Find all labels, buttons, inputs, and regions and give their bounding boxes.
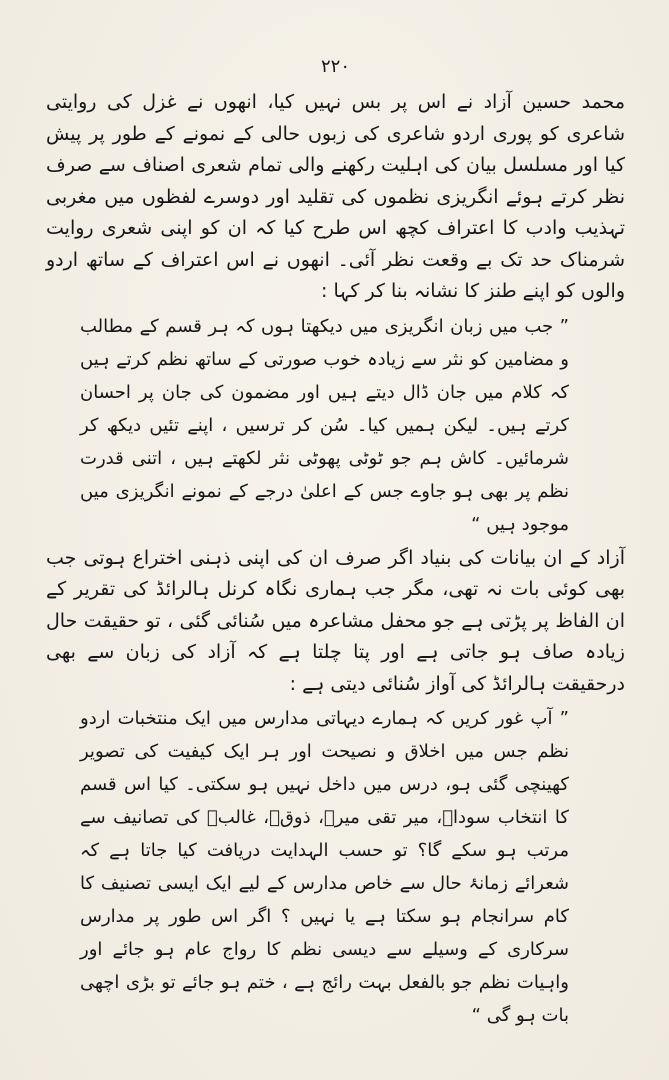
quote-azad: ” جب میں زبان انگریزی میں دیکھتا ہوں کہ ہر قسم کے مطالب و مضامین کو نثر سے زیادہ خوب صورتی کے ساتھ نظم کرتے ہیں کہ کلام میں جان ڈال دیتے ہیں اور مضمون کی جان پر احسان کرتے ہیں۔ لیکن ہمیں کیا۔ سُن کر ترسیں ، اپنے تئیں دیکھ کر شرمائیں۔ کاش ہم جو ٹوٹی پھوٹی نثر لکھتے ہیں ، اتنی قدرت نظم پر بھی ہو جاوے جس کے اعلیٰ درجے کے نمونے انگریزی میں موجود ہیں “ (80, 315, 569, 535)
paragraph-azad-criticism: محمد حسین آزاد نے اس پر بس نہیں کیا، انھوں نے غزل کی روایتی شاعری کو پوری اردو شاعری کی زبوں حالی کے نمونے کے طور پر پیش کیا اور مسلسل بیان کی اہلیت رکھنے والی تمام شعری اصناف سے صرف نظر کرتے ہوئے انگریزی نظموں کی تقلید اور دوسرے لفظوں میں مغربی تہذیب وادب کا اعتراف کچھ اس طرح کیا کہ ان کو اپنی شعری روایت شرمناک حد تک بے وقعت نظر آئی۔ انھوں نے اس اعتراف کے ساتھ اردو والوں کو اپنے طنز کا نشانہ بنا کر کہا : (46, 91, 625, 302)
paragraph-holroyd-speech: آزاد کے ان بیانات کی بنیاد اگر صرف ان کی اپنی ذہنی اختراع ہوتی جب بھی کوئی بات نہ تھی، مگر جب ہماری نگاہ کرنل ہالرائڈ کی تقریر کے ان الفاظ پر پڑتی ہے جو محفل مشاعرہ میں سُنائی گئی ، تو حقیقت حال زیادہ صاف ہو جاتی ہے اور پتا چلتا ہے کہ آزاد کی زبان سے بھی درحقیقت ہالرائڈ کی آواز سُنائی دیتی ہے : (46, 546, 625, 695)
page-number: ۲۲۰ (320, 56, 350, 77)
quote-holroyd: ” آپ غور کریں کہ ہمارے دیہاتی مدارس میں ایک منتخبات اردو نظم جس میں اخلاق و نصیحت اور ہر ایک کیفیت کی تصویر کھینچی گئی ہو، درس میں داخل نہیں ہو سکتی۔ کیا اس قسم کا انتخاب سوداؔ، میر تقی میرؔ، ذوقؔ، غالبؔ کی تصانیف سے مرتب ہو سکے گا؟ تو حسب الہدایت دریافت کیا جاتا ہے کہ شعرائے زمانۂ حال سے خاص مدارس کے لیے ایک ایسی تصنیف کا کام سرانجام ہو سکتا ہے یا نہیں ؟ اگر اس طور پر مدارس سرکاری کے وسیلے سے دیسی نظم کا رواج عام ہو جائے اور واہیات نظم جو بالفعل بہت رائج ہے ، ختم ہو جائے تو بڑی اچھی بات ہو گی “ (80, 708, 569, 1026)
